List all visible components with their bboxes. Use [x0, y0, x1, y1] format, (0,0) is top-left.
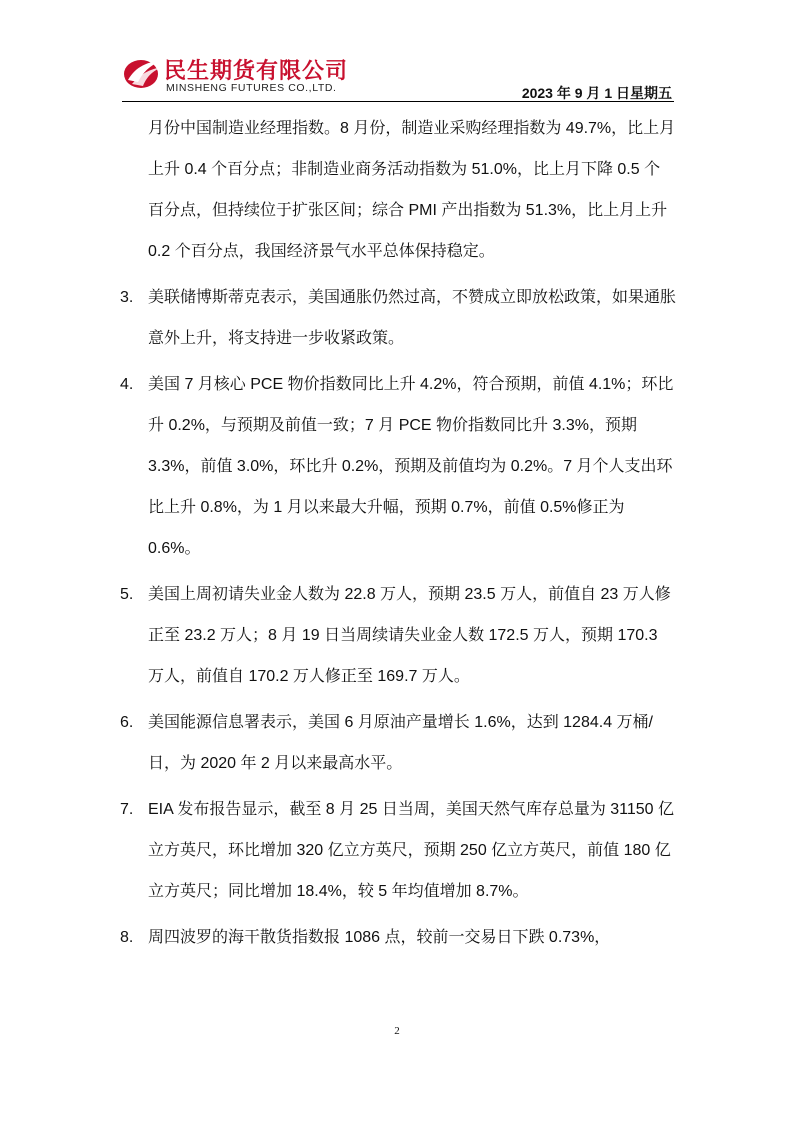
list-item-number: 5. — [120, 586, 134, 603]
list-item-number: 4. — [120, 376, 134, 393]
list-item-text: 美国 7 月核心 PCE 物价指数同比上升 4.2%，符合预期，前值 4.1%；环比升 0.2%，与预期及前值一致；7 月 PCE 物价指数同比升 3.3%，预期 3.3%，前值 3.0%，环比升 0.2%，预期及前值均为 0.2%。7 月个人支出环比上升 0.8%，为 1 月以来最大升幅，预期 0.7%，前值 0.5%修正为 0.6%。 — [148, 376, 674, 557]
list-item — [120, 277, 676, 359]
list-item — [120, 364, 676, 569]
list-item-text: EIA 发布报告显示，截至 8 月 25 日当周，美国天然气库存总量为 31150 亿立方英尺，环比增加 320 亿立方英尺，预期 250 亿立方英尺，前值 180 亿立方英尺；同比增加 18.4%，较 5 年均值增加 8.7%。 — [148, 801, 675, 900]
list-item-text: 美国能源信息署表示，美国 6 月原油产量增长 1.6%，达到 1284.4 万桶/日，为 2020 年 2 月以来最高水平。 — [148, 714, 653, 772]
list-item-number: 3. — [120, 289, 134, 306]
list-item-number: 7. — [120, 801, 134, 818]
list-item-text: 周四波罗的海干散货指数报 1086 点，较前一交易日下跌 0.73%， — [148, 929, 611, 946]
list-item — [120, 789, 676, 912]
header-divider — [122, 101, 674, 102]
header-date: 2023 年 9 月 1 日星期五 — [521, 85, 672, 101]
list-item-number: 6. — [120, 714, 134, 731]
list-item-text: 美联储博斯蒂克表示，美国通胀仍然过高，不赞成立即放松政策，如果通胀意外上升，将支持进一步收紧政策。 — [148, 289, 677, 347]
page-header — [122, 52, 674, 102]
document-body — [120, 108, 676, 958]
list-item-text: 美国上周初请失业金人数为 22.8 万人，预期 23.5 万人，前值自 23 万人修正至 23.2 万人；8 月 19 日当周续请失业金人数 172.5 万人，预期 170.3 万人，前值自 170.2 万人修正至 169.7 万人。 — [148, 586, 671, 685]
company-name-en: MINSHENG FUTURES CO.,LTD. — [166, 82, 337, 94]
list-item — [120, 917, 676, 958]
page-number: 2 — [394, 1025, 400, 1037]
continued-paragraph: 月份中国制造业经理指数。8 月份，制造业采购经理指数为 49.7%，比上月上升 0.4 个百分点；非制造业商务活动指数为 51.0%，比上月下降 0.5 个百分点，但持续位于扩张区间；综合 PMI 产出指数为 51.3%，比上月上升 0.2 个百分点，我国经济景气水平总体保持稳定。 — [148, 120, 676, 260]
minsheng-logo-icon — [122, 56, 164, 90]
company-name-cn: 民生期货有限公司 — [164, 58, 349, 83]
list-item — [120, 574, 676, 697]
list-item — [120, 702, 676, 784]
list-item-number: 8. — [120, 929, 134, 946]
